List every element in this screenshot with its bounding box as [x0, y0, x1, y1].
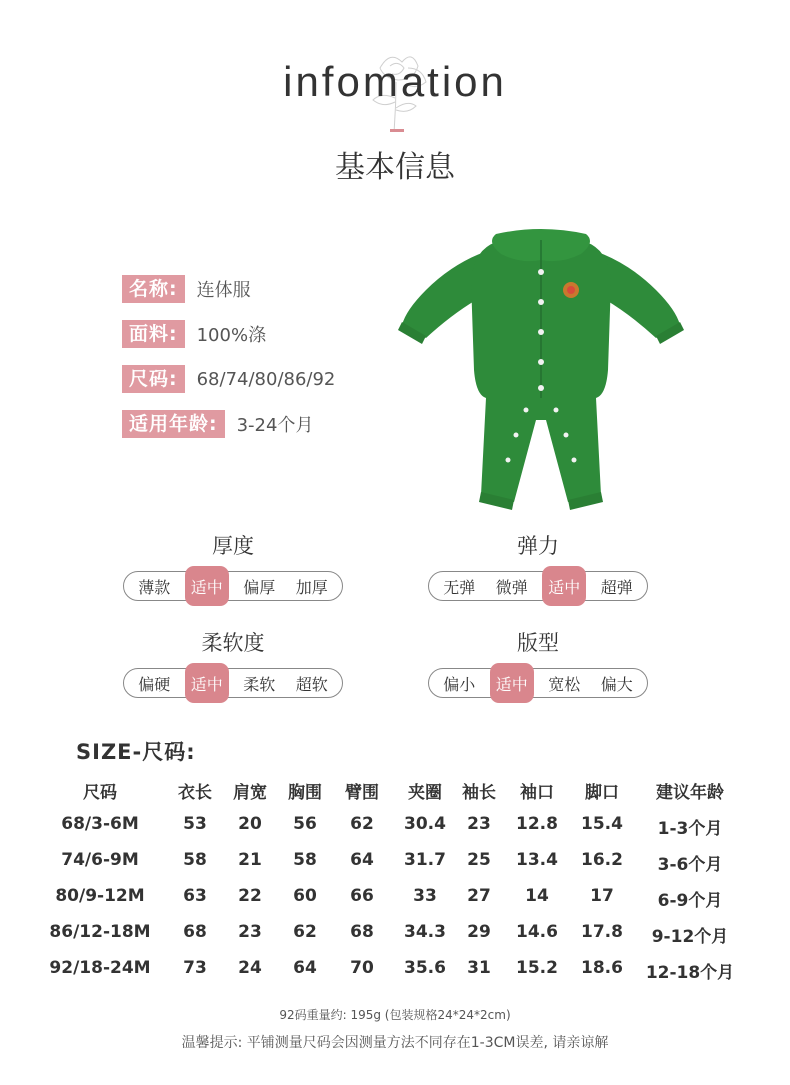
- table-cell: 62: [293, 922, 317, 942]
- table-cell: 31.7: [404, 850, 446, 870]
- table-cell: 25: [467, 850, 491, 870]
- table-cell: 15.4: [581, 814, 623, 834]
- thickness-option-selected: 适中: [182, 575, 232, 598]
- fit-option-selected: 适中: [487, 672, 537, 695]
- table-cell: 70: [350, 958, 374, 978]
- info-label: 适用年龄:: [122, 410, 225, 438]
- title-divider: [390, 129, 404, 132]
- measurement-tip: 温馨提示: 平铺测量尺码会因测量方法不同存在1-3CM误差, 请亲谅解: [181, 1035, 609, 1051]
- size-heading: SIZE-尺码:: [76, 740, 196, 764]
- softness-title: 柔软度: [201, 631, 265, 655]
- table-cell: 27: [467, 886, 491, 906]
- fit-option: 偏小: [443, 674, 476, 694]
- table-header-cell: 胸围: [288, 783, 322, 803]
- table-cell: 1-3个月: [657, 819, 723, 839]
- table-header-cell: 脚口: [585, 783, 619, 803]
- info-value: 100%涤: [196, 325, 267, 346]
- weight-note: 92码重量约: 195g (包装规格24*24*2cm): [279, 1008, 511, 1022]
- elasticity-option: 微弹: [495, 577, 528, 597]
- table-cell: 64: [293, 958, 317, 978]
- elasticity-option-selected: 适中: [539, 575, 589, 598]
- info-row-age: [122, 410, 313, 438]
- elasticity-scale: [428, 571, 648, 601]
- table-cell: 60: [293, 886, 317, 906]
- table-cell: 21: [238, 850, 262, 870]
- table-cell: 64: [350, 850, 374, 870]
- table-header-cell: 臂围: [345, 783, 379, 803]
- softness-option: 偏硬: [138, 674, 171, 694]
- info-row-fabric: [122, 320, 266, 348]
- table-cell: 58: [183, 850, 207, 870]
- table-header-cell: 衣长: [178, 783, 212, 803]
- table-cell: 68: [350, 922, 374, 942]
- table-header-cell: 夹圈: [408, 783, 442, 803]
- thickness-option: 偏厚: [243, 577, 276, 597]
- table-cell: 18.6: [581, 958, 623, 978]
- fit-option: 偏大: [600, 674, 633, 694]
- table-cell: 56: [293, 814, 317, 834]
- info-label: 面料:: [122, 320, 185, 348]
- table-header-cell: 尺码: [83, 783, 117, 803]
- info-label: 名称:: [122, 275, 185, 303]
- fit-title: 版型: [517, 631, 559, 655]
- table-cell: 68: [183, 922, 207, 942]
- elasticity-option: 超弹: [600, 577, 633, 597]
- thickness-option: 加厚: [295, 577, 328, 597]
- softness-scale: [123, 668, 343, 698]
- table-cell: 23: [467, 814, 491, 834]
- thickness-scale: [123, 571, 343, 601]
- info-row-name: [122, 275, 251, 303]
- table-cell: 9-12个月: [651, 927, 729, 947]
- info-value: 3-24个月: [236, 415, 314, 436]
- fit-option: 宽松: [548, 674, 581, 694]
- table-cell: 30.4: [404, 814, 446, 834]
- info-value: 连体服: [196, 280, 251, 301]
- fit-scale: [428, 668, 648, 698]
- table-header-cell: 肩宽: [233, 783, 267, 803]
- table-cell: 22: [238, 886, 262, 906]
- elasticity-title: 弹力: [517, 534, 559, 558]
- table-cell: 20: [238, 814, 262, 834]
- table-cell: 68/3-6M: [61, 814, 139, 834]
- table-cell: 62: [350, 814, 374, 834]
- table-cell: 17.8: [581, 922, 623, 942]
- table-cell: 34.3: [404, 922, 446, 942]
- info-label: 尺码:: [122, 365, 185, 393]
- table-cell: 24: [238, 958, 262, 978]
- table-cell: 53: [183, 814, 207, 834]
- green-romper-image: [396, 220, 686, 520]
- thickness-title: 厚度: [212, 534, 254, 558]
- title-english: infomation: [283, 58, 507, 105]
- table-cell: 6-9个月: [657, 891, 723, 911]
- table-cell: 16.2: [581, 850, 623, 870]
- table-cell: 35.6: [404, 958, 446, 978]
- table-cell: 15.2: [516, 958, 558, 978]
- info-row-size: [122, 365, 335, 393]
- table-header-cell: 建议年龄: [656, 783, 724, 803]
- table-cell: 63: [183, 886, 207, 906]
- thickness-option: 薄款: [138, 577, 171, 597]
- softness-option: 超软: [295, 674, 328, 694]
- table-cell: 58: [293, 850, 317, 870]
- info-value: 68/74/80/86/92: [196, 368, 336, 390]
- table-cell: 13.4: [516, 850, 558, 870]
- table-cell: 86/12-18M: [49, 922, 151, 942]
- table-cell: 73: [183, 958, 207, 978]
- table-header-cell: 袖长: [462, 783, 496, 803]
- title-chinese: 基本信息: [335, 150, 455, 185]
- table-cell: 92/18-24M: [49, 958, 151, 978]
- table-cell: 23: [238, 922, 262, 942]
- softness-option: 柔软: [243, 674, 276, 694]
- table-cell: 12-18个月: [645, 963, 735, 983]
- table-cell: 14.6: [516, 922, 558, 942]
- table-cell: 12.8: [516, 814, 558, 834]
- table-cell: 3-6个月: [657, 855, 723, 875]
- table-cell: 74/6-9M: [61, 850, 139, 870]
- table-header-cell: 袖口: [520, 783, 554, 803]
- table-cell: 29: [467, 922, 491, 942]
- softness-option-selected: 适中: [182, 672, 232, 695]
- table-cell: 14: [525, 886, 549, 906]
- elasticity-option: 无弹: [443, 577, 476, 597]
- table-cell: 80/9-12M: [55, 886, 145, 906]
- table-cell: 66: [350, 886, 374, 906]
- table-cell: 17: [590, 886, 614, 906]
- table-cell: 33: [413, 886, 437, 906]
- table-cell: 31: [467, 958, 491, 978]
